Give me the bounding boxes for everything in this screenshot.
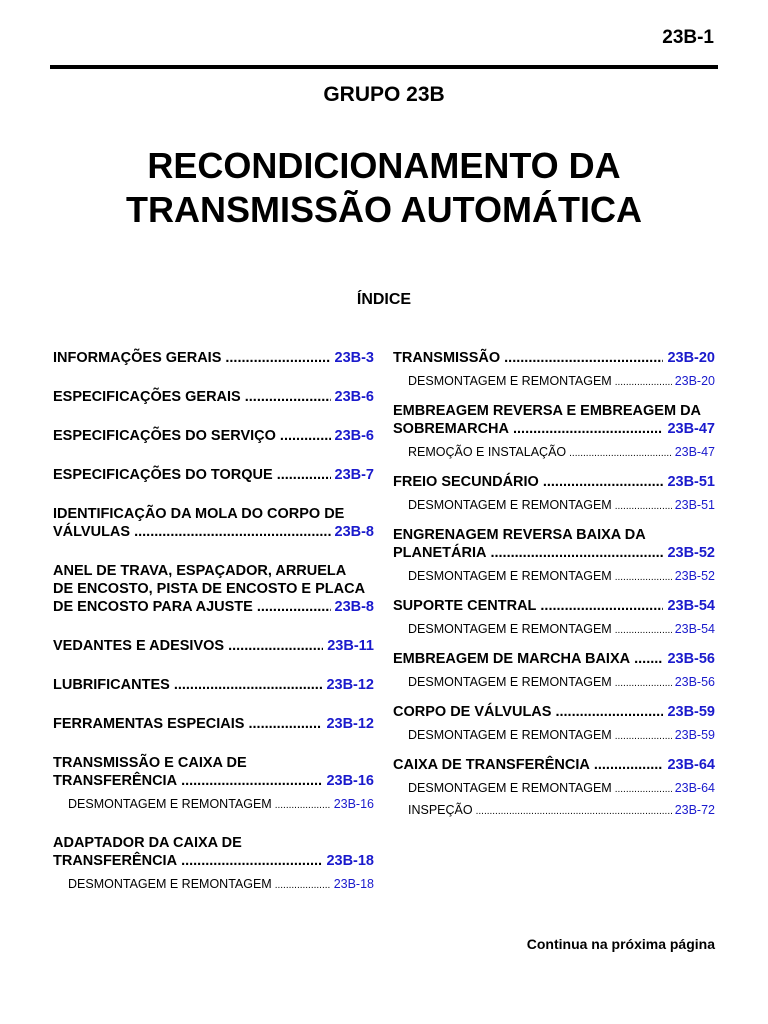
toc-entry-row <box>393 597 715 615</box>
toc-subentry-page-link[interactable]: 23B-64 <box>674 781 715 795</box>
dot-leader <box>540 597 663 615</box>
toc-entry-row <box>53 349 374 367</box>
toc-entry[interactable] <box>393 597 715 615</box>
toc-entry-title-line: TRANSMISSÃO E CAIXA DE <box>53 755 247 771</box>
toc-entry-title: SOBREMARCHA <box>393 421 509 437</box>
toc-page-link[interactable]: 23B-51 <box>667 474 715 490</box>
dot-leader <box>615 782 672 797</box>
toc-entry-title: DE ENCOSTO PARA AJUSTE <box>53 599 253 615</box>
toc-page-link[interactable]: 23B-59 <box>667 704 715 720</box>
toc-entry-title: CORPO DE VÁLVULAS <box>393 704 552 720</box>
toc-subentry-row <box>408 569 715 585</box>
toc-subentry[interactable] <box>393 374 715 390</box>
toc-subentry-row <box>408 803 715 819</box>
dot-leader <box>490 544 663 562</box>
toc-entry-row <box>53 637 374 655</box>
toc-entry-title-line: DE ENCOSTO, PISTA DE ENCOSTO E PLACA <box>53 581 366 597</box>
toc-entry-title: TRANSFERÊNCIA <box>53 853 178 869</box>
title-line-1: RECONDICIONAMENTO DA <box>147 145 621 186</box>
toc-subentry-page-link[interactable]: 23B-16 <box>333 797 374 811</box>
toc-subentry-title: DESMONTAGEM E REMONTAGEM <box>408 675 612 689</box>
toc-entry-title: TRANSFERÊNCIA <box>53 773 178 789</box>
toc-entry-title-line: IDENTIFICAÇÃO DA MOLA DO CORPO DE <box>53 506 345 522</box>
toc-subentry-row <box>408 781 715 797</box>
toc-entry[interactable] <box>53 754 374 790</box>
dot-leader <box>181 852 322 870</box>
dot-leader <box>555 703 663 721</box>
toc-entry-title: VEDANTES E ADESIVOS <box>53 638 225 654</box>
toc-subentry-title: DESMONTAGEM E REMONTAGEM <box>408 569 612 583</box>
toc-entry-row <box>393 349 715 367</box>
toc-entry-title-line: EMBREAGEM REVERSA E EMBREAGEM DA <box>393 403 702 419</box>
toc-entry[interactable] <box>393 703 715 721</box>
page-number: 23B-1 <box>662 27 714 48</box>
toc-subentry[interactable] <box>393 622 715 638</box>
toc-subentry-title: INSPEÇÃO <box>408 803 473 817</box>
toc-entry-row <box>53 598 374 616</box>
dot-leader <box>504 349 663 367</box>
dot-leader <box>615 676 672 691</box>
toc-page-link[interactable]: 23B-64 <box>667 757 715 773</box>
toc-entry-row <box>53 772 374 790</box>
toc-entry-title-line: ENGRENAGEM REVERSA BAIXA DA <box>393 527 646 543</box>
dot-leader <box>174 676 323 694</box>
toc-subentry[interactable] <box>53 877 374 893</box>
index-heading: ÍNDICE <box>356 291 412 308</box>
toc-page-link[interactable]: 23B-52 <box>667 545 715 561</box>
dot-leader <box>615 729 672 744</box>
toc-subentry-page-link[interactable]: 23B-18 <box>333 877 374 891</box>
toc-subentry-page-link[interactable]: 23B-54 <box>674 622 715 636</box>
toc-subentry-row <box>408 728 715 744</box>
toc-entry-title: PLANETÁRIA <box>393 545 487 561</box>
toc-subentry[interactable] <box>393 569 715 585</box>
toc-entry-title: EMBREAGEM DE MARCHA BAIXA <box>393 651 631 667</box>
toc-entry[interactable] <box>393 526 715 562</box>
dot-leader <box>634 650 663 668</box>
toc-subentry-row <box>408 622 715 638</box>
toc-subentry[interactable] <box>393 445 715 461</box>
toc-page-link[interactable]: 23B-11 <box>327 638 374 654</box>
toc-subentry-page-link[interactable]: 23B-20 <box>674 374 715 388</box>
toc-subentry-title: DESMONTAGEM E REMONTAGEM <box>408 374 612 388</box>
toc-entry-row <box>393 650 715 668</box>
toc-entry[interactable] <box>53 715 374 733</box>
toc-left-column <box>53 349 374 893</box>
toc-entry-title-line: ADAPTADOR DA CAIXA DE <box>53 835 242 851</box>
dot-leader <box>615 499 672 514</box>
toc-right-column <box>393 349 715 819</box>
dot-leader <box>134 523 330 541</box>
toc-page-link[interactable]: 23B-18 <box>326 853 374 869</box>
toc-page-link[interactable]: 23B-7 <box>334 467 374 483</box>
title-line-2: TRANSMISSÃO AUTOMÁTICA <box>126 189 642 230</box>
toc-entry-title: SUPORTE CENTRAL <box>393 598 537 614</box>
toc-entry-title: VÁLVULAS <box>53 524 131 540</box>
toc-subentry-page-link[interactable]: 23B-72 <box>674 803 715 817</box>
dot-leader <box>275 878 331 893</box>
dot-leader <box>275 798 331 813</box>
dot-leader <box>615 623 672 638</box>
toc-entry-title: FERRAMENTAS ESPECIAIS <box>53 716 245 732</box>
toc-subentry-title: DESMONTAGEM E REMONTAGEM <box>408 622 612 636</box>
toc-subentry-row <box>408 498 715 514</box>
toc-entry-title-line: ANEL DE TRAVA, ESPAÇADOR, ARRUELA <box>53 563 347 579</box>
dot-leader <box>569 446 672 461</box>
dot-leader <box>245 388 331 406</box>
toc-entry[interactable] <box>53 637 374 655</box>
toc-entry[interactable] <box>53 676 374 694</box>
toc-subentry-page-link[interactable]: 23B-59 <box>674 728 715 742</box>
toc-entry-row <box>53 466 374 484</box>
toc-entry[interactable] <box>393 650 715 668</box>
toc-entry[interactable] <box>53 505 374 541</box>
toc-page-link[interactable]: 23B-6 <box>334 389 374 405</box>
toc-entry-title: LUBRIFICANTES <box>53 677 170 693</box>
toc-entry-row <box>53 388 374 406</box>
toc-subentry[interactable] <box>393 781 715 797</box>
toc-page-link[interactable]: 23B-3 <box>334 350 374 366</box>
toc-subentry-title: DESMONTAGEM E REMONTAGEM <box>408 498 612 512</box>
toc-entry-title: TRANSMISSÃO <box>393 350 501 366</box>
toc-entry-title: INFORMAÇÕES GERAIS <box>53 350 222 366</box>
toc-subentry-row <box>408 675 715 691</box>
group-title: GRUPO 23B <box>323 83 445 106</box>
toc-entry[interactable] <box>53 562 374 616</box>
toc-page-link[interactable]: 23B-8 <box>334 599 374 615</box>
toc-entry[interactable] <box>393 473 715 491</box>
toc-subentry[interactable] <box>393 498 715 514</box>
toc-subentry-row <box>408 445 715 461</box>
toc-subentry-page-link[interactable]: 23B-51 <box>674 498 715 512</box>
dot-leader <box>615 375 672 390</box>
toc-entry-row <box>53 427 374 445</box>
dot-leader <box>248 715 322 733</box>
header-rule <box>50 65 718 69</box>
toc-entry[interactable] <box>393 756 715 774</box>
toc-page-link[interactable]: 23B-20 <box>667 350 715 366</box>
toc-subentry-page-link[interactable]: 23B-56 <box>674 675 715 689</box>
toc-page-link[interactable]: 23B-12 <box>326 677 374 693</box>
dot-leader <box>257 598 331 616</box>
toc-entry-title: ESPECIFICAÇÕES DO SERVIÇO <box>53 428 276 444</box>
dot-leader <box>513 420 663 438</box>
toc-subentry[interactable] <box>393 803 715 819</box>
toc-entry[interactable] <box>53 427 374 445</box>
dot-leader <box>277 466 331 484</box>
toc-page-link[interactable]: 23B-54 <box>667 598 715 614</box>
toc-subentry-title: DESMONTAGEM E REMONTAGEM <box>68 877 272 891</box>
toc-subentry[interactable] <box>393 728 715 744</box>
dot-leader <box>543 473 664 491</box>
toc-entry[interactable] <box>53 834 374 870</box>
toc-subentry-title: REMOÇÃO E INSTALAÇÃO <box>408 445 567 459</box>
toc-entry-row <box>393 420 715 438</box>
toc-subentry-row <box>68 797 374 813</box>
toc-subentry-row <box>68 877 374 893</box>
dot-leader <box>594 756 664 774</box>
toc-subentry-title: DESMONTAGEM E REMONTAGEM <box>408 781 612 795</box>
toc-entry-title: CAIXA DE TRANSFERÊNCIA <box>393 757 590 773</box>
toc-entry-row <box>53 523 374 541</box>
toc-page-link[interactable]: 23B-12 <box>326 716 374 732</box>
toc-page-link[interactable]: 23B-16 <box>326 773 374 789</box>
toc-entry[interactable] <box>53 349 374 367</box>
dot-leader <box>181 772 322 790</box>
page-title <box>0 144 768 232</box>
toc-page-link[interactable]: 23B-56 <box>667 651 715 667</box>
toc-entry[interactable] <box>53 388 374 406</box>
dot-leader <box>225 349 330 367</box>
toc-entry-title: ESPECIFICAÇÕES GERAIS <box>53 389 241 405</box>
toc-subentry-page-link[interactable]: 23B-52 <box>674 569 715 583</box>
toc-entry-row <box>53 676 374 694</box>
toc-entry[interactable] <box>393 402 715 438</box>
dot-leader <box>615 570 672 585</box>
toc-subentry-title: DESMONTAGEM E REMONTAGEM <box>408 728 612 742</box>
toc-page-link[interactable]: 23B-47 <box>667 421 715 437</box>
toc-entry-row <box>393 544 715 562</box>
toc-entry-row <box>393 756 715 774</box>
toc-subentry-title: DESMONTAGEM E REMONTAGEM <box>68 797 272 811</box>
toc-page-link[interactable]: 23B-8 <box>334 524 374 540</box>
toc-page-link[interactable]: 23B-6 <box>334 428 374 444</box>
toc-entry[interactable] <box>393 349 715 367</box>
toc-entry[interactable] <box>53 466 374 484</box>
toc-subentry[interactable] <box>393 675 715 691</box>
dot-leader <box>280 427 331 445</box>
toc-entry-row <box>393 473 715 491</box>
toc-subentry-page-link[interactable]: 23B-47 <box>674 445 715 459</box>
toc-entry-row <box>53 715 374 733</box>
toc-entry-row <box>53 852 374 870</box>
dot-leader <box>476 804 672 819</box>
dot-leader <box>228 637 323 655</box>
toc-entry-title: ESPECIFICAÇÕES DO TORQUE <box>53 467 273 483</box>
toc-subentry[interactable] <box>53 797 374 813</box>
toc-subentry-row <box>408 374 715 390</box>
toc-entry-title: FREIO SECUNDÁRIO <box>393 474 539 490</box>
continued-note: Continua na próxima página <box>526 936 715 952</box>
toc-entry-row <box>393 703 715 721</box>
